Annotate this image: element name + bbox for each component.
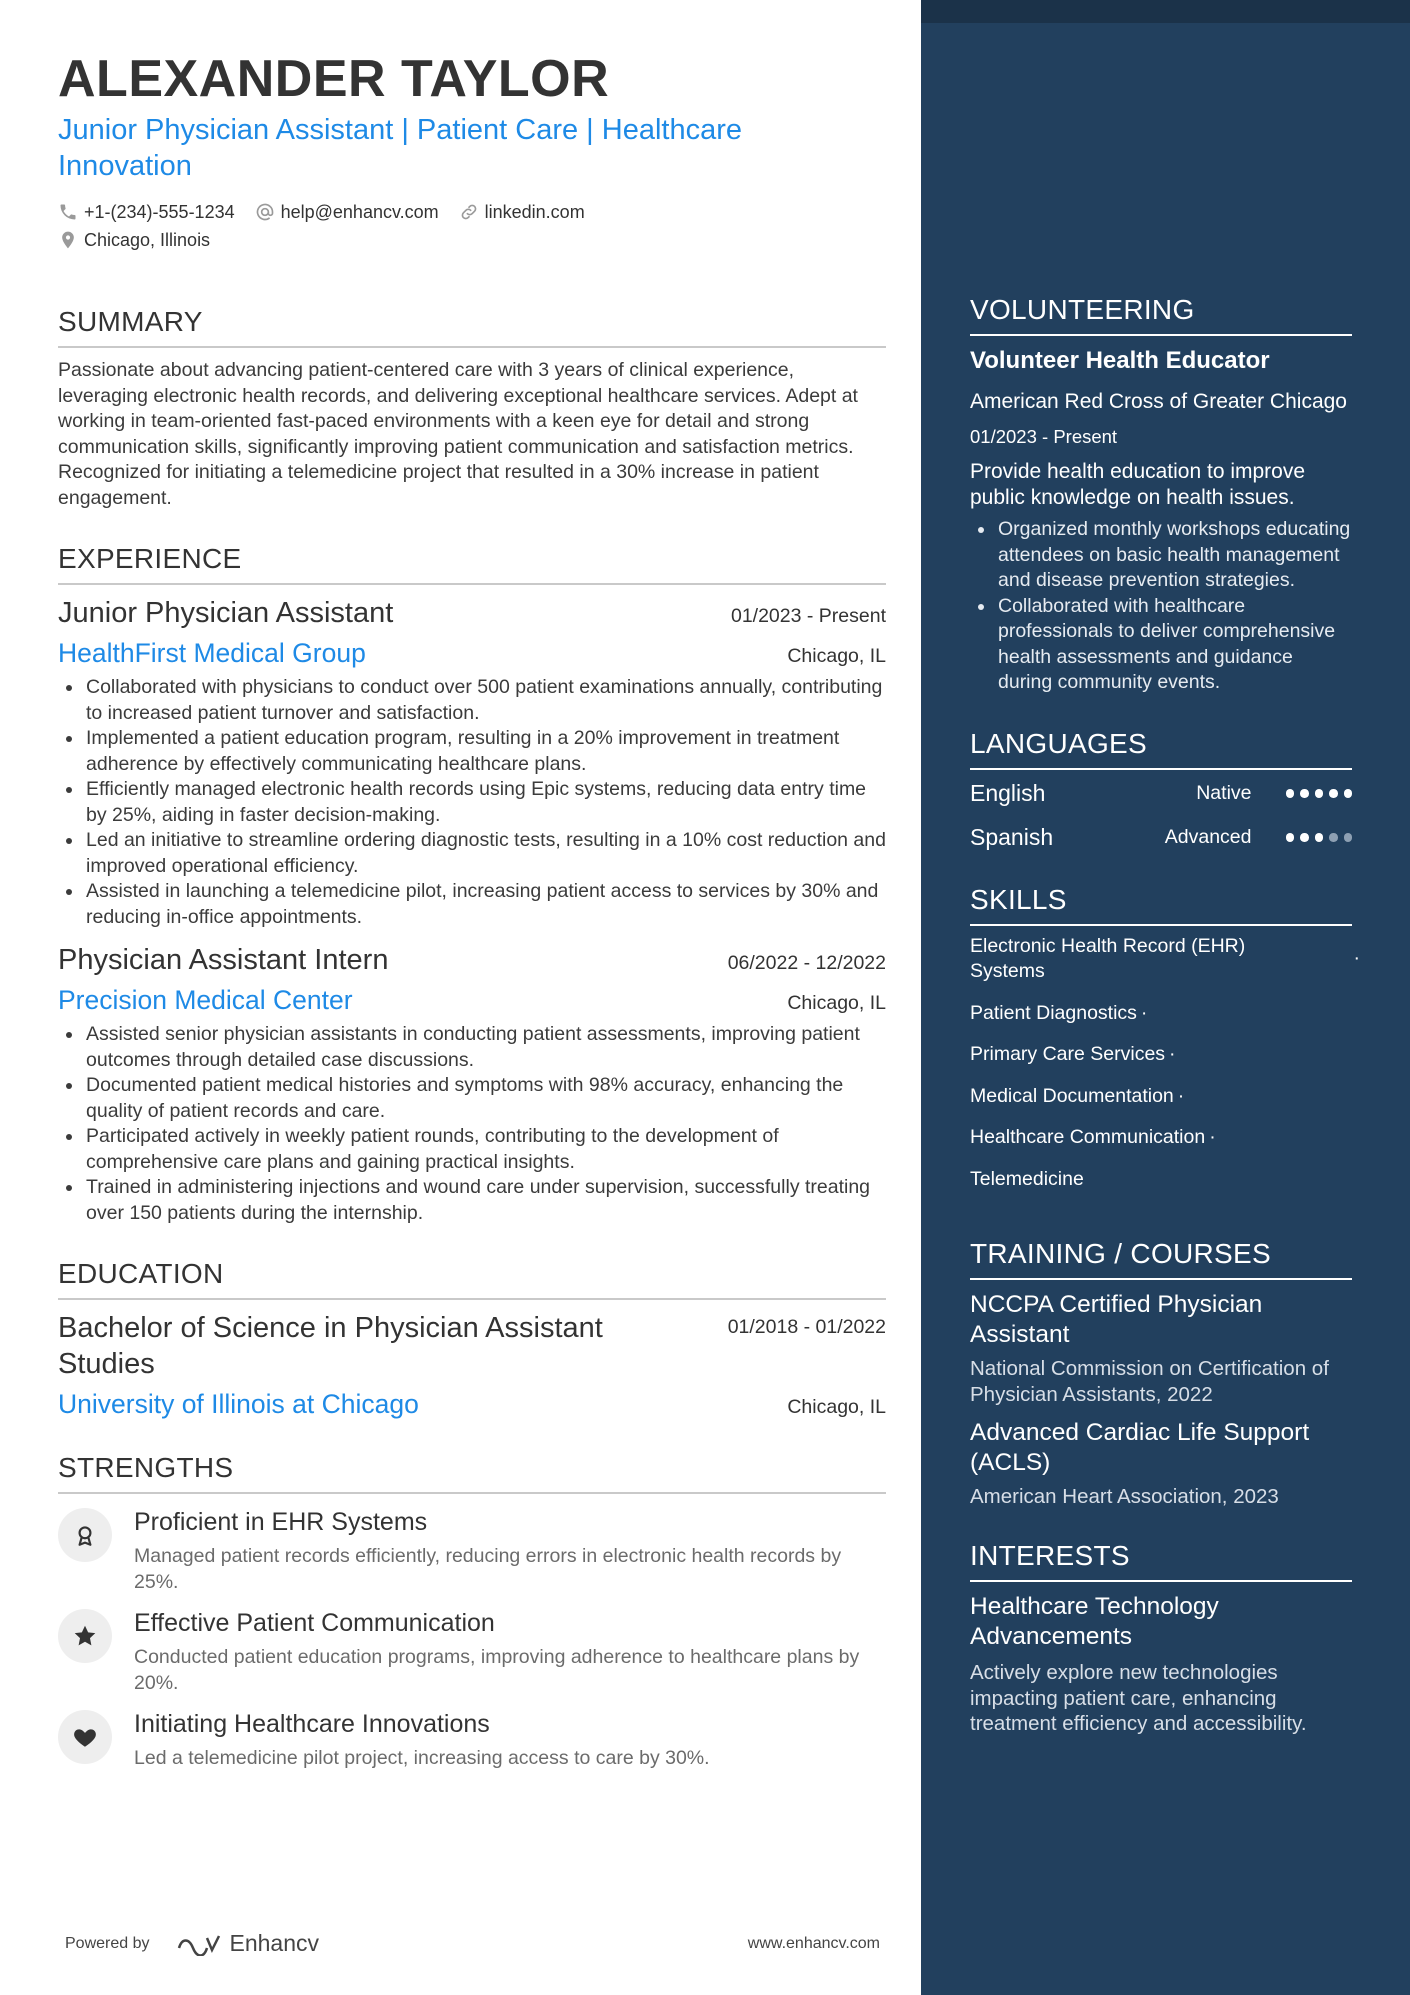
- strength-item: [58, 1607, 886, 1696]
- strengths-title: STRENGTHS: [58, 1450, 886, 1494]
- bullet-item: Documented patient medical histories and symptoms with 98% accuracy, enhancing the quality of patient records and care.: [58, 1073, 886, 1124]
- school: University of Illinois at Chicago: [58, 1389, 419, 1419]
- volunteer-desc: Provide health education to improve public knowledge on health issues.: [970, 460, 1306, 509]
- language-rating: [1286, 789, 1353, 798]
- volunteer-org: American Red Cross of Greater Chicago: [970, 390, 1347, 413]
- language-name: English: [970, 780, 1046, 806]
- bullet-item: Assisted in launching a telemedicine pilot, increasing patient access to services by 30% and reducing in-office appointments.: [58, 879, 886, 930]
- training-title: TRAINING / COURSES: [970, 1236, 1352, 1280]
- skill-separator: ·: [1140, 1001, 1148, 1024]
- contact-email[interactable]: [255, 202, 439, 223]
- education-location: Chicago, IL: [787, 1396, 886, 1418]
- course-item: [970, 1418, 1352, 1510]
- award-icon: [58, 1508, 112, 1562]
- job-company: Precision Medical Center: [58, 985, 353, 1015]
- course-org: National Commission on Certification of Physician Assistants, 2022: [970, 1357, 1329, 1406]
- strength-title: Effective Patient Communication: [134, 1609, 495, 1637]
- degree: Bachelor of Science in Physician Assistant Studies: [58, 1312, 603, 1380]
- job-date: 06/2022 - 12/2022: [727, 952, 886, 974]
- language-level: Advanced: [1164, 826, 1252, 848]
- skill-item: [970, 934, 1360, 985]
- bullet-item: Participated actively in weekly patient rounds, contributing to the development of comprehensive care plans and gaining practical insights.: [58, 1124, 886, 1175]
- languages-section: [970, 726, 1352, 860]
- skill-separator: ·: [1353, 947, 1360, 970]
- interest-title: Healthcare Technology Advancements: [970, 1593, 1219, 1650]
- bullet-item: Collaborated with physicians to conduct over 500 patient examinations annually, contributing to increased patient turnover and satisfaction.: [58, 675, 886, 726]
- contact-phone: [58, 202, 235, 223]
- bullet-item: Collaborated with healthcare professionals to deliver comprehensive health assessments and guidance during community events.: [970, 594, 1352, 696]
- skill-label: Telemedicine: [970, 1167, 1084, 1190]
- at-icon: [255, 202, 275, 222]
- sidebar-top-bar: [921, 0, 1410, 23]
- rating-dot: [1329, 789, 1338, 798]
- skill-separator: ·: [1209, 1126, 1216, 1148]
- strengths-section: [58, 1450, 886, 1772]
- headline: Junior Physician Assistant | Patient Care | Healthcare Innovation: [58, 114, 743, 182]
- education-title: EDUCATION: [58, 1256, 886, 1300]
- interests-title: INTERESTS: [970, 1538, 1352, 1582]
- rating-dot: [1344, 833, 1353, 842]
- education-date: 01/2018 - 01/2022: [727, 1316, 886, 1338]
- volunteer-role: Volunteer Health Educator: [970, 347, 1270, 374]
- strength-desc: Led a telemedicine pilot project, increasing access to care by 30%.: [134, 1747, 710, 1769]
- job-entry: [58, 942, 886, 1226]
- sidebar-content: [970, 292, 1360, 1737]
- summary-title: SUMMARY: [58, 304, 886, 348]
- linkedin-text[interactable]: linkedin.com: [484, 201, 585, 222]
- skill-separator: ·: [1177, 1084, 1185, 1107]
- skill-label: Healthcare Communication: [970, 1126, 1206, 1148]
- email-text[interactable]: help@enhancv.com: [280, 201, 439, 222]
- job-location: Chicago, IL: [787, 645, 886, 667]
- language-item: [970, 816, 1352, 860]
- experience-title: EXPERIENCE: [58, 541, 886, 585]
- course-title: Advanced Cardiac Life Support (ACLS): [970, 1419, 1310, 1476]
- bullet-item: Implemented a patient education program, resulting in a 20% improvement in treatment adherence by effectively communicating healthcare plans.: [58, 726, 886, 777]
- star-icon: [58, 1609, 112, 1663]
- job-title: Physician Assistant Intern: [58, 944, 389, 976]
- summary-section: [58, 304, 886, 511]
- language-rating: [1286, 833, 1353, 842]
- footer-url[interactable]: www.enhancv.com: [747, 1934, 880, 1952]
- volunteering-title: VOLUNTEERING: [970, 292, 1352, 336]
- skill-item: [970, 1001, 1352, 1027]
- course-org: American Heart Association, 2023: [970, 1485, 1279, 1508]
- job-location: Chicago, IL: [787, 992, 886, 1014]
- brand-name: Enhancv: [229, 1930, 320, 1956]
- strength-item: [58, 1506, 886, 1595]
- rating-dot: [1329, 833, 1338, 842]
- powered-by-label: Powered by: [65, 1934, 150, 1952]
- rating-dot: [1344, 789, 1353, 798]
- rating-dot: [1300, 789, 1309, 798]
- bullet-item: Trained in administering injections and wound care under supervision, successfully treating over 150 patients during the internship.: [58, 1175, 886, 1226]
- skill-item: [970, 1084, 1352, 1110]
- contact-location: [58, 230, 210, 251]
- volunteer-bullets: [970, 517, 1352, 696]
- interest-desc: Actively explore new technologies impacting patient care, enhancing treatment efficiency and accessibility.: [970, 1661, 1307, 1735]
- skill-label: Electronic Health Record (EHR) Systems: [970, 934, 1246, 982]
- course-title: NCCPA Certified Physician Assistant: [970, 1291, 1263, 1348]
- strength-desc: Conducted patient education programs, improving adherence to healthcare plans by 20%.: [134, 1646, 860, 1694]
- job-date: 01/2023 - Present: [730, 605, 886, 627]
- skill-label: Patient Diagnostics: [970, 1001, 1137, 1024]
- rating-dot: [1315, 789, 1324, 798]
- rating-dot: [1286, 833, 1295, 842]
- bullet-item: Led an initiative to streamline ordering diagnostic tests, resulting in a 10% cost reduction and improved operational efficiency.: [58, 828, 886, 879]
- skill-item: [970, 1167, 1352, 1193]
- strength-desc: Managed patient records efficiently, reducing errors in electronic health records by 25%.: [134, 1545, 842, 1593]
- languages-title: LANGUAGES: [970, 726, 1352, 770]
- summary-text: Passionate about advancing patient-centered care with 3 years of clinical experience, leveraging electronic health records, and delivering exceptional healthcare services. Adept at working in team-oriented fast-paced environments with a keen eye for detail and strong communication skills, significantly improving patient communication and satisfaction metrics. Recognized for initiating a telemedicine project that resulted in a 30% increase in patient engagement.: [58, 359, 858, 509]
- skill-label: Primary Care Services: [970, 1043, 1166, 1065]
- bullet-item: Assisted senior physician assistants in conducting patient assessments, improving patient outcomes through detailed case discussions.: [58, 1022, 886, 1073]
- enhancv-logo-icon: [176, 1932, 222, 1956]
- skills-section: [970, 882, 1360, 1193]
- location-text: Chicago, Illinois: [84, 229, 211, 250]
- job-title: Junior Physician Assistant: [58, 597, 394, 629]
- enhancv-logo[interactable]: [176, 1930, 320, 1957]
- job-bullets: [58, 675, 886, 930]
- heart-icon: [58, 1710, 112, 1764]
- phone-icon: [58, 202, 78, 222]
- job-bullets: [58, 1022, 886, 1226]
- location-pin-icon: [58, 230, 78, 250]
- skill-separator: ·: [1169, 1043, 1176, 1065]
- skill-item: [970, 1042, 1352, 1068]
- skill-label: Medical Documentation: [970, 1084, 1174, 1107]
- language-level: Native: [1196, 782, 1252, 804]
- contact-linkedin[interactable]: [459, 202, 585, 223]
- contact-info: [58, 198, 886, 254]
- link-icon: [459, 202, 479, 222]
- strength-title: Proficient in EHR Systems: [134, 1508, 428, 1536]
- volunteering-section: [970, 292, 1352, 696]
- course-item: [970, 1290, 1352, 1408]
- bullet-item: Organized monthly workshops educating attendees on basic health management and disease prevention strategies.: [970, 517, 1352, 594]
- strength-title: Initiating Healthcare Innovations: [134, 1710, 490, 1738]
- language-item: [970, 772, 1352, 816]
- experience-section: [58, 541, 886, 1226]
- education-section: [58, 1256, 886, 1420]
- job-company: HealthFirst Medical Group: [58, 638, 366, 668]
- volunteer-date: 01/2023 - Present: [970, 426, 1118, 447]
- training-section: [970, 1236, 1352, 1510]
- rating-dot: [1286, 789, 1295, 798]
- language-name: Spanish: [970, 824, 1054, 850]
- phone-text: +1-(234)-555-1234: [84, 201, 235, 222]
- footer: [65, 1930, 880, 1957]
- bullet-item: Efficiently managed electronic health records using Epic systems, reducing data entry time by 25%, aiding in faster decision-making.: [58, 777, 886, 828]
- main-column: [58, 48, 886, 1772]
- interests-section: [970, 1538, 1352, 1737]
- rating-dot: [1300, 833, 1309, 842]
- rating-dot: [1315, 833, 1324, 842]
- strength-item: [58, 1708, 886, 1772]
- job-entry: [58, 595, 886, 930]
- skill-item: [970, 1125, 1352, 1151]
- candidate-name: ALEXANDER TAYLOR: [58, 50, 610, 108]
- skills-title: SKILLS: [970, 882, 1352, 926]
